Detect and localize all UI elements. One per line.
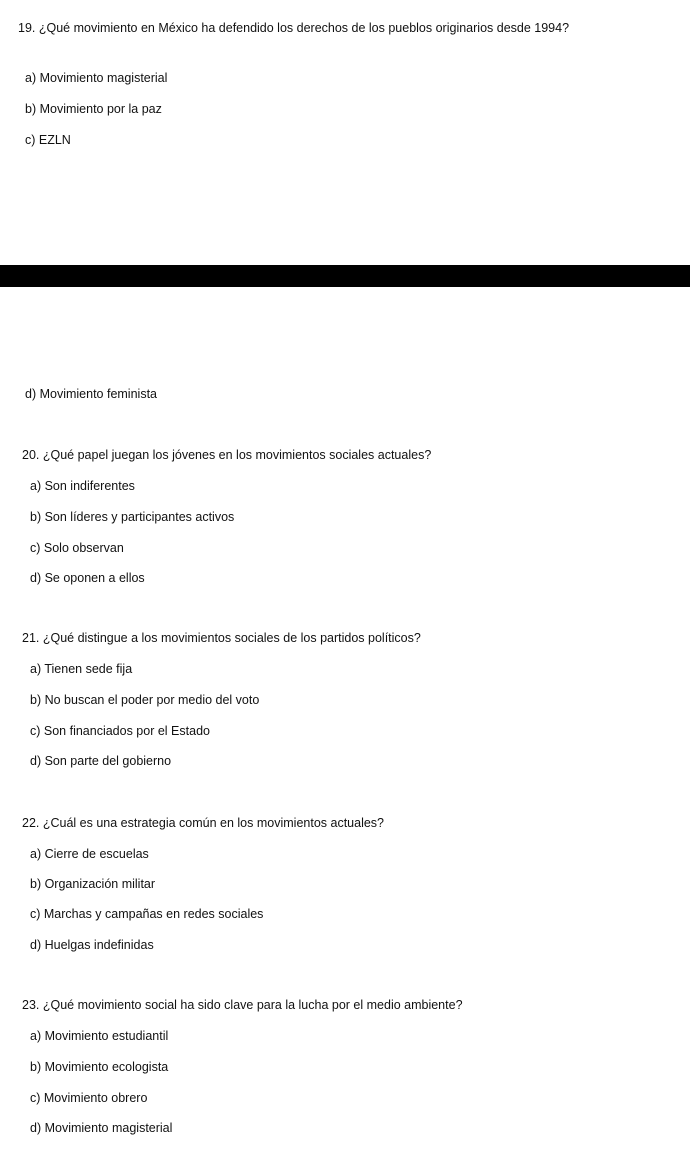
question-22-option-c[interactable]: c) Marchas y campañas en redes sociales <box>30 907 264 921</box>
question-20-option-b[interactable]: b) Son líderes y participantes activos <box>30 510 235 524</box>
question-22-option-b[interactable]: b) Organización militar <box>30 877 156 891</box>
question-23-text: 23. ¿Qué movimiento social ha sido clave para la lucha por el medio ambiente? <box>22 998 463 1012</box>
question-23-option-a[interactable]: a) Movimiento estudiantil <box>30 1029 169 1043</box>
question-21-text: 21. ¿Qué distingue a los movimientos sociales de los partidos políticos? <box>22 631 421 645</box>
question-21-option-c[interactable]: c) Son financiados por el Estado <box>30 724 210 738</box>
question-19-option-b[interactable]: b) Movimiento por la paz <box>25 102 162 116</box>
black-divider-band <box>0 265 690 287</box>
question-23-option-b[interactable]: b) Movimiento ecologista <box>30 1060 169 1074</box>
question-19-option-d[interactable]: d) Movimiento feminista <box>25 387 157 401</box>
question-20-option-c[interactable]: c) Solo observan <box>30 541 124 555</box>
question-23-option-d[interactable]: d) Movimiento magisterial <box>30 1121 173 1135</box>
question-20-option-d[interactable]: d) Se oponen a ellos <box>30 571 145 585</box>
question-23-option-c[interactable]: c) Movimiento obrero <box>30 1091 148 1105</box>
question-20-text: 20. ¿Qué papel juegan los jóvenes en los movimientos sociales actuales? <box>22 448 432 462</box>
question-19-option-c[interactable]: c) EZLN <box>25 133 71 147</box>
question-21-option-b[interactable]: b) No buscan el poder por medio del voto <box>30 693 260 707</box>
question-19-text: 19. ¿Qué movimiento en México ha defendido los derechos de los pueblos originarios desde 1994? <box>18 21 570 35</box>
question-21-option-a[interactable]: a) Tienen sede fija <box>30 662 133 676</box>
question-22-text: 22. ¿Cuál es una estrategia común en los movimientos actuales? <box>22 816 384 830</box>
question-22-option-a[interactable]: a) Cierre de escuelas <box>30 847 149 861</box>
question-20-option-a[interactable]: a) Son indiferentes <box>30 479 135 493</box>
question-21-option-d[interactable]: d) Son parte del gobierno <box>30 754 172 768</box>
question-19-option-a[interactable]: a) Movimiento magisterial <box>25 71 168 85</box>
question-22-option-d[interactable]: d) Huelgas indefinidas <box>30 938 154 952</box>
